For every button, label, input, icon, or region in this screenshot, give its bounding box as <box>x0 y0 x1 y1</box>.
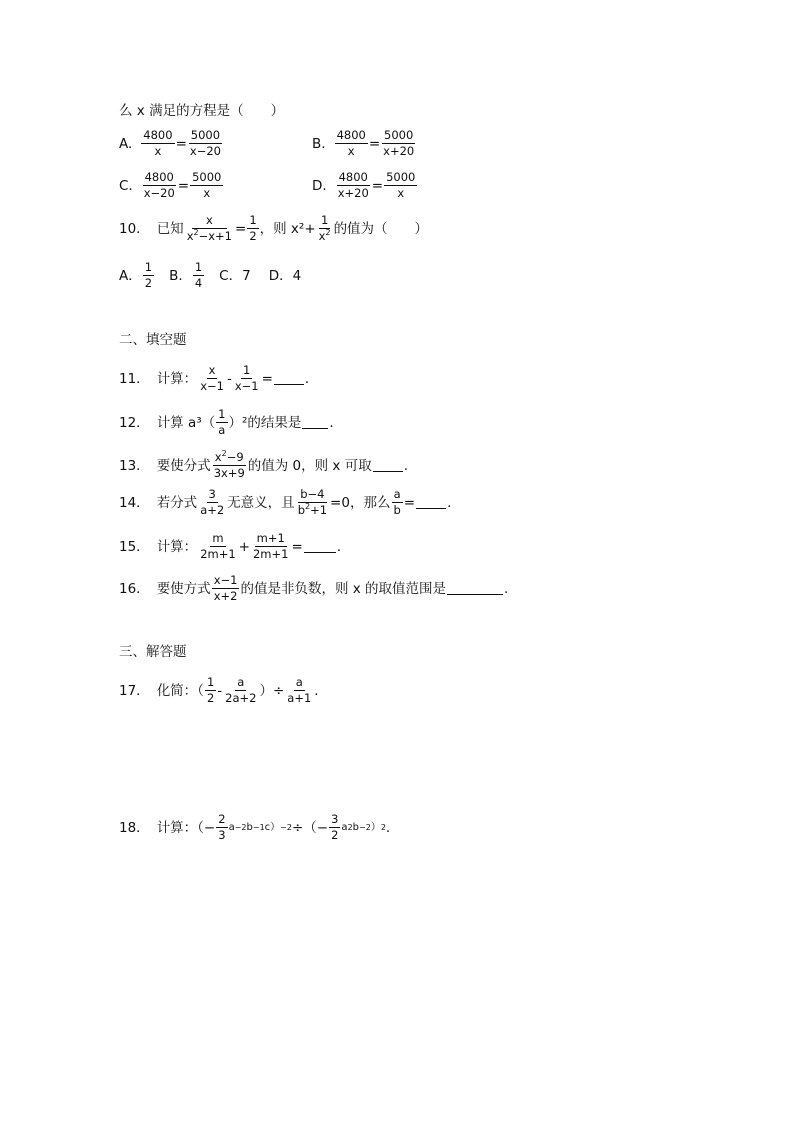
q13-question: 13． 要使分式 $x^2-9$ 3x+9 的值为 0，则 x 可取 . <box>119 449 409 480</box>
fraction: $\frac{1}{x-1}$ <box>234 363 259 393</box>
fraction: $\frac{4800}{x+20}$ <box>337 170 369 200</box>
fraction: m 2m+1 <box>200 531 236 561</box>
answer-blank[interactable] <box>302 416 328 429</box>
q10-option-d[interactable]: D．4 <box>268 267 302 284</box>
fraction: $\frac{m+1}{2m+1}$ <box>252 531 289 561</box>
q9-stem: 么 x 满足的方程是（ ） <box>119 103 285 119</box>
fraction: $\frac{2}{3}$ <box>218 812 226 842</box>
fraction: $\frac{4800}{x}$ <box>336 128 366 158</box>
q11-question: 11． 计算： x x−1 - $\frac{1}{x-1}$ = . <box>119 363 310 393</box>
q10-option-a[interactable]: A． 1 2 <box>119 260 153 290</box>
fraction: $\frac{a}{a+1}$ <box>287 675 312 705</box>
fraction: 1 a <box>218 407 226 437</box>
fraction: 1 2 <box>144 260 153 290</box>
section-heading-fill-blank: 二、填空题 <box>119 332 187 348</box>
fraction: $\frac{5000}{x}$ <box>386 170 416 200</box>
answer-blank[interactable] <box>416 496 446 509</box>
fraction: $\frac{5000}{x-20}$ <box>189 128 221 158</box>
fraction: $\frac{4800}{x}$ <box>143 128 173 158</box>
fraction: $x^2-9$ 3x+9 <box>213 449 245 480</box>
fraction: 3 a+2 <box>200 487 225 517</box>
q9-options-row2 <box>119 171 418 200</box>
fraction: $\frac{4800}{x-20}$ <box>143 170 175 200</box>
q10-option-c[interactable]: C．7 <box>219 267 251 284</box>
answer-blank[interactable] <box>447 582 503 595</box>
fraction: 1 2 <box>206 675 215 705</box>
fraction: $\frac{3}{2}$ <box>331 812 339 842</box>
q9-options-row1 <box>119 129 417 158</box>
q12-question: 12． 计算 a³（ 1 a ）²的结果是 . <box>119 407 334 437</box>
fraction: a 2a+2 <box>225 675 257 705</box>
q9-option-c[interactable]: C. $\frac{4800}{x-20}$ = $\frac{5000}{x}$ <box>119 170 222 200</box>
q9-option-a[interactable]: A. $\frac{4800}{x}$ = $\frac{5000}{x-20}$ <box>119 128 221 158</box>
q9-option-b[interactable]: B. $\frac{4800}{x}$ = $\frac{5000}{x+20}$ <box>312 128 415 158</box>
section-heading-solve: 三、解答题 <box>119 644 187 660</box>
fraction: 1 4 <box>194 260 203 290</box>
q10-option-b[interactable]: B． 1 4 <box>169 260 203 290</box>
q10-question: 10． 已知 $\frac{x}{x^2-x+1}$ = $\frac{1}{2}$ ，则 x²+ $\frac{1}{x^2}$ 的值为（ ） <box>119 213 429 243</box>
fraction: $\frac{5000}{x}$ <box>192 170 222 200</box>
answer-blank[interactable] <box>274 372 304 385</box>
q14-question: 14． 若分式 3 a+2 无意义，且 $\frac{b-4}{b^2+1}$ =0，那么 $\frac{a}{b}$ = . <box>119 487 452 517</box>
fraction: $\frac{x}{x^2-x+1}$ <box>186 213 232 243</box>
fraction: $\frac{1}{x^2}$ <box>318 213 331 243</box>
fraction: $\frac{5000}{x+20}$ <box>383 128 415 158</box>
q10-options <box>119 261 301 290</box>
q15-question: 15． 计算： m 2m+1 + $\frac{m+1}{2m+1}$ = . <box>119 531 342 561</box>
fraction: $\frac{b-4}{b^2+1}$ <box>297 487 328 517</box>
fraction: x−1 x+2 <box>213 573 238 603</box>
fraction: $\frac{1}{2}$ <box>249 213 257 243</box>
q16-question: 16． 要使方式 x−1 x+2 的值是非负数，则 x 的取值范围是 . <box>119 573 509 603</box>
q18-question: 18． 计算：（− $\frac{2}{3}$ a −2 b −1 c） −2 ÷（− $\frac{3}{2}$ a 2 b −2 ） 2 . <box>119 812 391 842</box>
q17-question: 17． 化简：（ 1 2 - a 2a+2 ）÷ $\frac{a}{a+1}$ . <box>119 675 319 705</box>
fraction: x x−1 <box>200 363 224 393</box>
q9-option-d[interactable]: D. $\frac{4800}{x+20}$ = $\frac{5000}{x}$ <box>312 170 416 200</box>
answer-blank[interactable] <box>304 540 336 553</box>
answer-blank[interactable] <box>373 459 403 472</box>
fraction: $\frac{a}{b}$ <box>393 487 401 517</box>
